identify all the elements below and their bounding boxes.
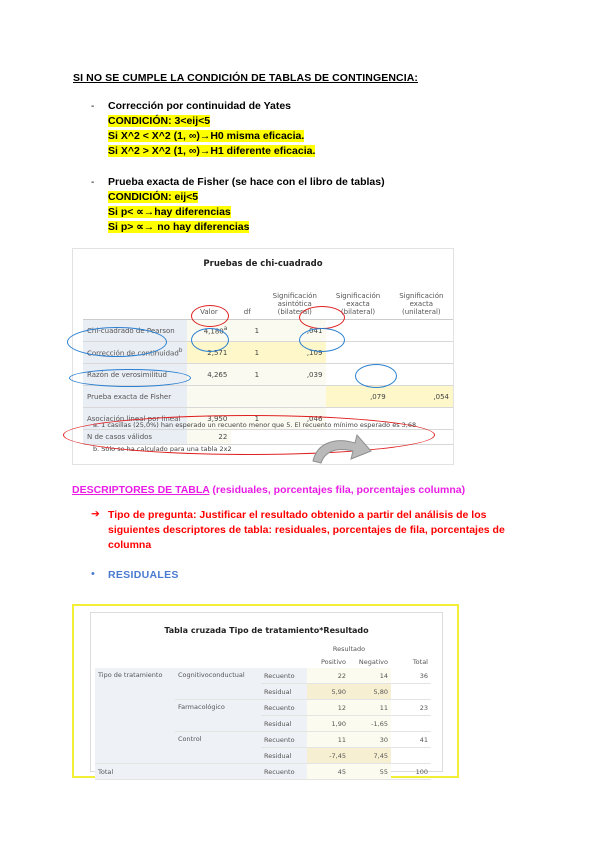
- group-label: Cognitivoconductual: [175, 668, 261, 700]
- fisher-condition: CONDICIÓN: eij<5: [108, 191, 199, 203]
- cell: 12: [307, 700, 349, 716]
- stat-label: Recuento: [261, 732, 307, 748]
- row-label: Razón de verosimilitud: [83, 364, 187, 386]
- crosstab-table: [95, 642, 431, 780]
- cell: ,041: [263, 320, 326, 342]
- cell: ,039: [263, 364, 326, 386]
- cell: 22: [187, 430, 232, 445]
- chi-square-table: [83, 271, 453, 445]
- row-label: Asociación lineal por lineal: [83, 408, 187, 430]
- cell: [391, 684, 431, 700]
- stat-label: Residual: [261, 748, 307, 764]
- cell: 1: [231, 364, 263, 386]
- cell: 11: [307, 732, 349, 748]
- table-row: [95, 764, 431, 780]
- table-row: [83, 364, 453, 386]
- cell: 30: [349, 732, 391, 748]
- cell: [326, 364, 389, 386]
- chi-header-valor: Valor: [187, 271, 232, 320]
- chi-header-sig-exacta-bil: Significación exacta (bilateral): [326, 271, 389, 320]
- question-type-text: Tipo de pregunta: Justificar el resultado obtenido a partir del análisis de los siguientes descriptores de tabla: residuales, porcentajes de fila, porcentajes de columna: [108, 509, 505, 551]
- cell: [326, 342, 389, 364]
- yates-block: [108, 99, 315, 159]
- yates-title: Corrección por continuidad de Yates: [108, 100, 292, 112]
- cell: [390, 364, 453, 386]
- chi-square-table-image: [72, 248, 454, 465]
- total-label: Total: [95, 764, 261, 780]
- chi-header-sig-asint: Significación asintótica (bilateral): [263, 271, 326, 320]
- stat-label: Residual: [261, 684, 307, 700]
- cell: 100: [391, 764, 431, 780]
- cell: 1: [231, 342, 263, 364]
- row-label: Chi-cuadrado de Pearson: [83, 320, 187, 342]
- table-row: [83, 342, 453, 364]
- cell: 3,950: [187, 408, 232, 430]
- total-header: Total: [412, 657, 428, 666]
- cell: [391, 716, 431, 732]
- cell: 7,45: [349, 748, 391, 764]
- cell: 14: [349, 668, 391, 684]
- resultado-header: Resultado: [332, 644, 366, 653]
- stat-label: Residual: [261, 716, 307, 732]
- cell: ,054: [390, 386, 453, 408]
- cell: 11: [349, 700, 391, 716]
- footnote-marker: a: [223, 325, 228, 332]
- cell: -7,45: [307, 748, 349, 764]
- cell: 23: [391, 700, 431, 716]
- stat-label: Recuento: [261, 668, 307, 684]
- descriptores-heading: [72, 484, 465, 496]
- footnote-marker: b: [178, 347, 183, 354]
- yates-rule-1: Si X^2 < X^2 (1, ∞)→H0 misma eficacia.: [108, 130, 305, 142]
- fisher-rule-1: Si p< ∝→hay diferencias: [108, 206, 231, 218]
- chi-header-df: df: [231, 271, 263, 320]
- fisher-rule-2: Si p> ∝→ no hay diferencias: [108, 221, 250, 233]
- cell: 1,90: [307, 716, 349, 732]
- cell: 5,90: [307, 684, 349, 700]
- chi-footnote-a: a. 1 casillas (25,0%) han esperado un recuento menor que 5. El recuento mínimo esperado es 3,68.: [93, 421, 419, 429]
- chi-header-empty: [83, 271, 187, 320]
- cell: [263, 386, 326, 408]
- cell: 55: [349, 764, 391, 780]
- stat-label: Recuento: [261, 700, 307, 716]
- yates-bullet: -: [91, 101, 95, 112]
- cell: 4,180$^a$: [187, 320, 232, 342]
- positivo-header: Positivo: [320, 657, 346, 666]
- table-row: [83, 386, 453, 408]
- residuales-label: RESIDUALES: [108, 569, 179, 581]
- row-label: N de casos válidos: [83, 430, 187, 445]
- cell: [390, 320, 453, 342]
- cell: ,109: [263, 342, 326, 364]
- cell: 41: [391, 732, 431, 748]
- cell: 45: [307, 764, 349, 780]
- chi-table-title: Pruebas de chi-cuadrado: [203, 259, 323, 269]
- yates-condition: CONDICIÓN: 3<eij<5: [108, 115, 211, 127]
- fisher-block: [108, 175, 385, 235]
- descriptores-link[interactable]: DESCRIPTORES DE TABLA: [72, 484, 210, 496]
- cell: 1: [231, 320, 263, 342]
- chi-header-sig-exacta-uni: Significación exacta (unilateral): [390, 271, 453, 320]
- cell: [391, 748, 431, 764]
- row-label: Corrección de continuidad$^b$: [83, 342, 187, 364]
- table-row: [95, 668, 431, 684]
- yates-rule-2: Si X^2 > X^2 (1, ∞)→H1 diferente eficacia.: [108, 145, 316, 157]
- row-label: Prueba exacta de Fisher: [83, 386, 187, 408]
- fisher-bullet: -: [91, 177, 95, 188]
- crosstab-image: [90, 612, 443, 776]
- stat-label: Recuento: [261, 764, 307, 780]
- arrow-bullet-icon: ➔: [91, 508, 100, 520]
- crosstab-image-frame: [72, 604, 459, 778]
- cell: -1,65: [349, 716, 391, 732]
- fisher-title: Prueba exacta de Fisher (se hace con el libro de tablas): [108, 176, 385, 188]
- cell: 1: [231, 408, 263, 430]
- chi-footnote-b: b. Sólo se ha calculado para una tabla 2x2: [93, 445, 232, 453]
- cell: [390, 342, 453, 364]
- table-row: [83, 320, 453, 342]
- row-variable-label: Tipo de tratamiento: [95, 668, 175, 764]
- cell: 36: [391, 668, 431, 684]
- cell: 5,80: [349, 684, 391, 700]
- table-row: [83, 430, 453, 445]
- cell: [187, 386, 232, 408]
- cell: 4,265: [187, 364, 232, 386]
- page-heading: SI NO SE CUMPLE LA CONDICIÓN DE TABLAS DE CONTINGENCIA:: [73, 72, 419, 84]
- cell: [231, 386, 263, 408]
- descriptores-rest: (residuales, porcentajes fila, porcentajes columna): [209, 484, 466, 496]
- cell: [326, 320, 389, 342]
- cell: [390, 430, 453, 445]
- group-label: Control: [175, 732, 261, 764]
- residuales-bullet: •: [91, 568, 95, 580]
- cell: 2,571: [187, 342, 232, 364]
- cell: ,046: [263, 408, 326, 430]
- negativo-header: Negativo: [358, 657, 388, 666]
- cell: ,079: [326, 386, 389, 408]
- group-label: Farmacológico: [175, 700, 261, 732]
- crosstab-title: Tabla cruzada Tipo de tratamiento*Resultado: [164, 626, 369, 635]
- cell: 22: [307, 668, 349, 684]
- cell: [231, 430, 263, 445]
- curved-arrow-icon: [305, 429, 375, 465]
